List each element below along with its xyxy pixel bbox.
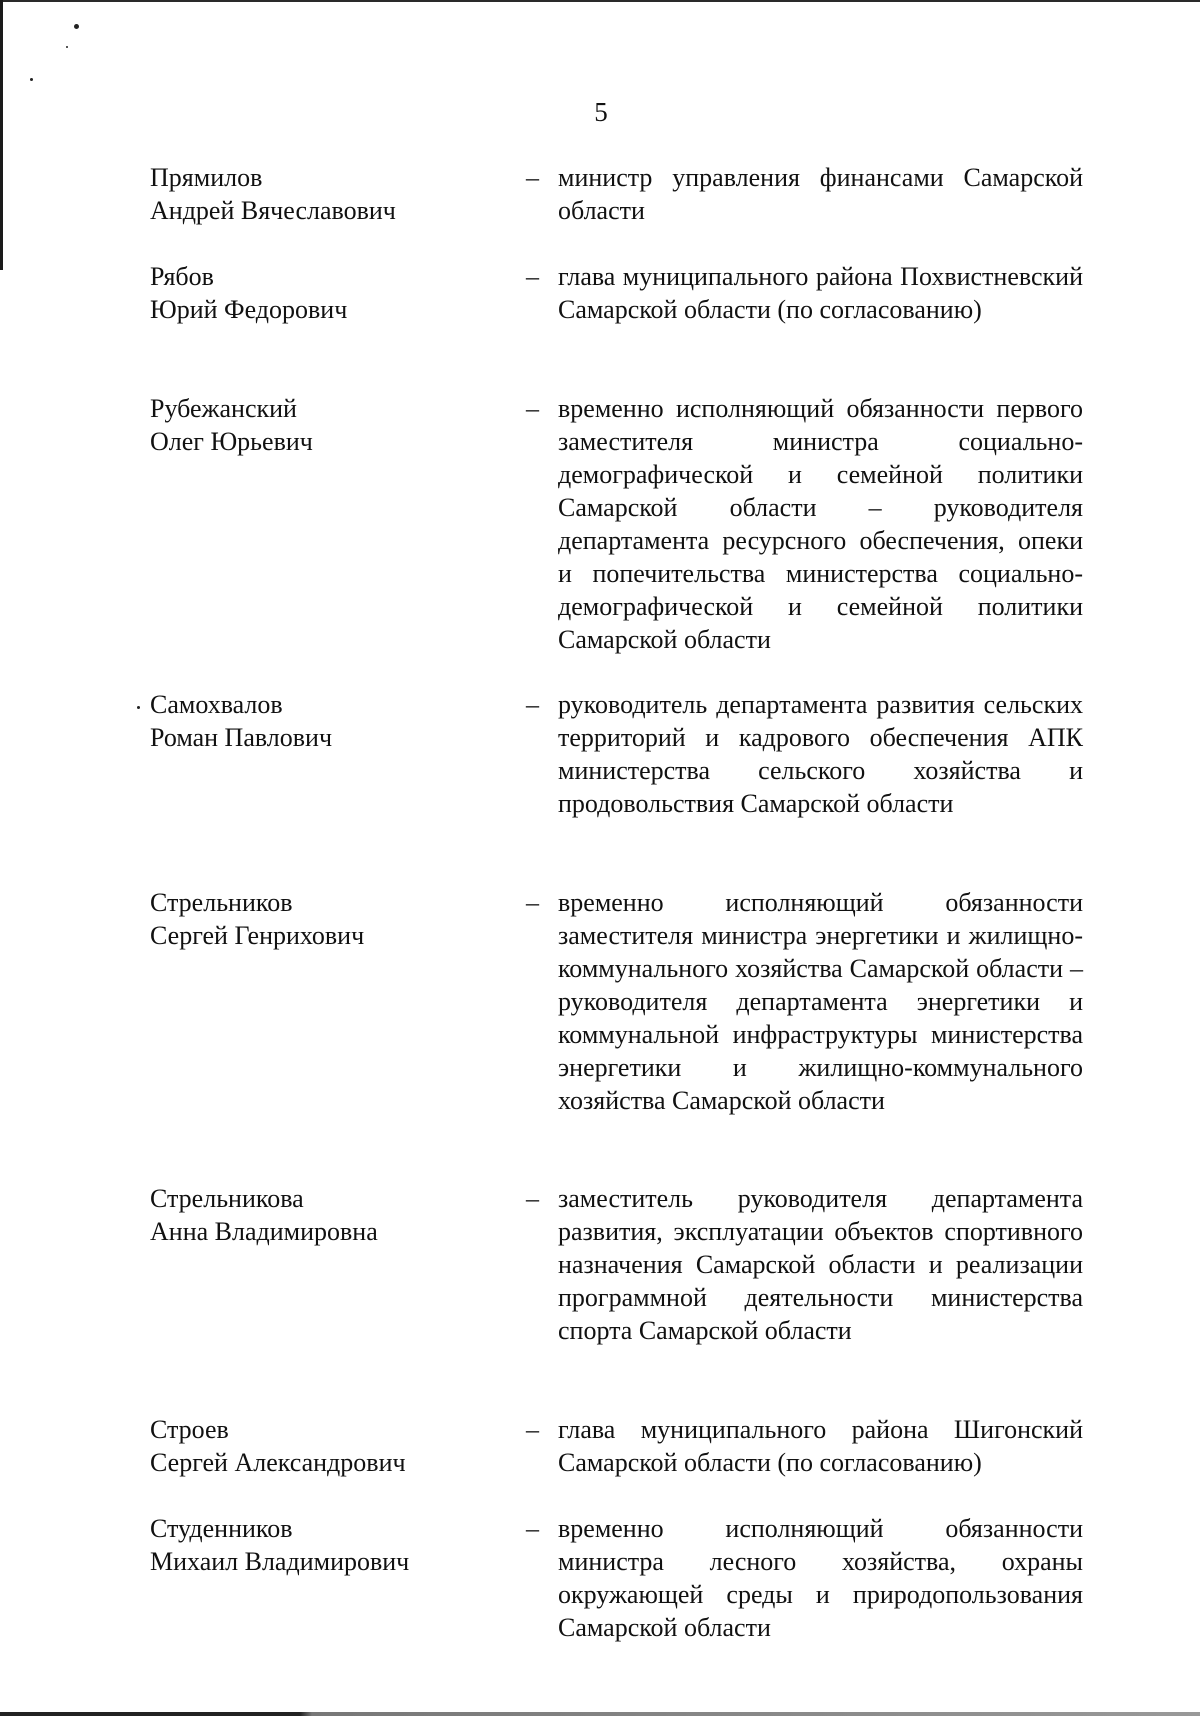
entry-dash: – bbox=[526, 1514, 539, 1543]
member-name bbox=[150, 1413, 510, 1479]
member-name bbox=[150, 260, 510, 326]
member-given-names: Роман Павлович bbox=[150, 723, 333, 752]
member-surname: Строев bbox=[150, 1415, 229, 1444]
member-name bbox=[150, 688, 510, 754]
member-given-names: Сергей Александрович bbox=[150, 1448, 406, 1477]
member-position: глава муниципального района Шигонский Самарской области (по согласованию) bbox=[558, 1415, 1083, 1477]
entry-dash: – bbox=[526, 888, 539, 917]
member-surname: Рябов bbox=[150, 262, 214, 291]
entry-dash: – bbox=[526, 1184, 539, 1213]
entry-dash: – bbox=[526, 1415, 539, 1444]
member-position: заместитель руководителя департамента развития, эксплуатации объектов спортивного назначения Самарской области и реализации программной деятельности министерства спорта Самарской области bbox=[558, 1184, 1083, 1345]
scan-edge-left bbox=[0, 0, 3, 270]
member-surname: Прямилов bbox=[150, 163, 263, 192]
entry-dash: – bbox=[526, 690, 539, 719]
member-given-names: Сергей Генрихович bbox=[150, 921, 365, 950]
member-name bbox=[150, 886, 510, 952]
member-position: временно исполняющий обязанности первого заместителя министра социально-демографической и семейной политики Самарской области – руководителя департамента ресурсного обеспечения, опеки и попечительства министерства социально-демографической и семейной политики Самарской области bbox=[558, 394, 1083, 654]
member-surname: Рубежанский bbox=[150, 394, 297, 423]
scan-speck bbox=[30, 78, 33, 81]
member-name bbox=[150, 1512, 510, 1578]
member-given-names: Олег Юрьевич bbox=[150, 427, 313, 456]
member-given-names: Андрей Вячеславович bbox=[150, 196, 396, 225]
member-name bbox=[150, 392, 510, 458]
member-surname: Стрельников bbox=[150, 888, 293, 917]
scan-speck bbox=[137, 706, 140, 709]
entry-dash: – bbox=[526, 163, 539, 192]
page-number: 5 bbox=[594, 97, 608, 127]
member-given-names: Юрий Федорович bbox=[150, 295, 348, 324]
scan-speck bbox=[66, 46, 68, 48]
member-position: руководитель департамента развития сельских территорий и кадрового обеспечения АПК министерства сельского хозяйства и продовольствия Самарской области bbox=[558, 690, 1083, 818]
scan-edge-bottom bbox=[0, 1712, 1200, 1716]
member-given-names: Анна Владимировна bbox=[150, 1217, 378, 1246]
member-name bbox=[150, 161, 510, 227]
member-given-names: Михаил Владимирович bbox=[150, 1547, 410, 1576]
member-position: временно исполняющий обязанности заместителя министра энергетики и жилищно-коммунального хозяйства Самарской области – руководителя департамента энергетики и коммунальной инфраструктуры министерства энергетики и жилищно-коммунального хозяйства Самарской области bbox=[558, 888, 1083, 1115]
member-surname: Студенников bbox=[150, 1514, 293, 1543]
member-position: временно исполняющий обязанности министра лесного хозяйства, охраны окружающей среды и природопользования Самарской области bbox=[558, 1514, 1083, 1642]
member-position: министр управления финансами Самарской области bbox=[558, 163, 1083, 225]
member-name bbox=[150, 1182, 510, 1248]
scan-edge-top bbox=[0, 0, 1200, 2]
scan-speck bbox=[74, 24, 79, 29]
entry-dash: – bbox=[526, 262, 539, 291]
member-surname: Самохвалов bbox=[150, 690, 283, 719]
member-position: глава муниципального района Похвистневский Самарской области (по согласованию) bbox=[558, 262, 1083, 324]
member-surname: Стрельникова bbox=[150, 1184, 304, 1213]
entry-dash: – bbox=[526, 394, 539, 423]
